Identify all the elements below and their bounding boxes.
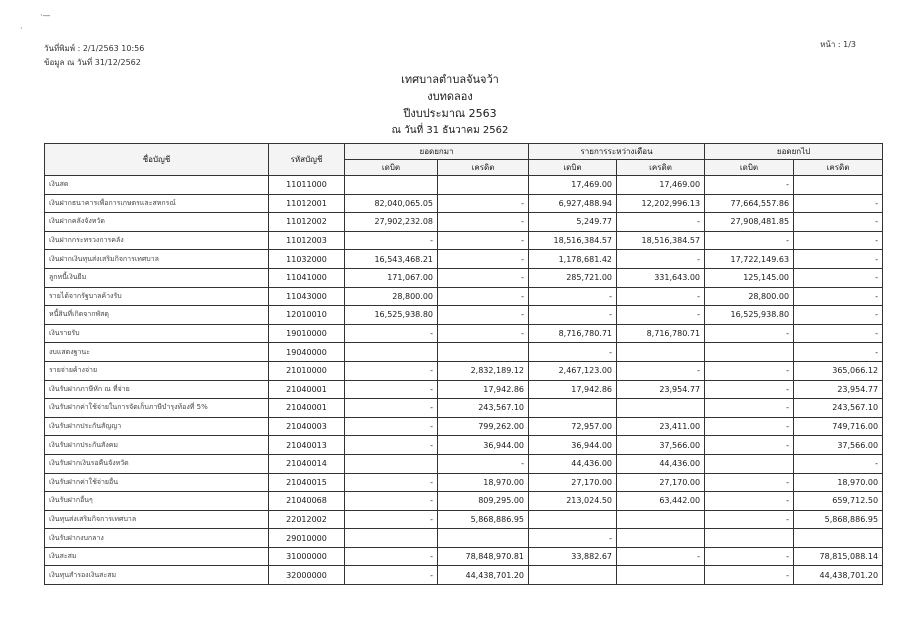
carried-out-debit-cell: - — [705, 399, 794, 418]
movement-credit-cell: 63,442.00 — [617, 492, 705, 511]
table-row — [45, 380, 883, 399]
account-code-cell: 21040015 — [269, 473, 345, 492]
header-account-code: รหัสบัญชี — [269, 144, 345, 176]
movement-debit-cell: 17,469.00 — [529, 176, 617, 195]
carried-out-credit-cell: - — [794, 324, 883, 343]
account-name-cell: เงินฝากเงินทุนส่งเสริมกิจการเทศบาล — [45, 250, 269, 269]
movement-debit-cell: 27,170.00 — [529, 473, 617, 492]
movement-credit-cell — [617, 399, 705, 418]
carried-in-credit-cell: 36,944.00 — [438, 436, 529, 455]
carried-in-credit-cell — [438, 529, 529, 548]
account-code-cell: 21040001 — [269, 399, 345, 418]
account-code-cell: 31000000 — [269, 547, 345, 566]
carried-in-debit-cell: - — [345, 510, 438, 529]
carried-out-credit-cell: 243,567.10 — [794, 399, 883, 418]
header-credit: เครดิต — [438, 160, 529, 176]
carried-in-debit-cell: - — [345, 399, 438, 418]
carried-out-credit-cell: - — [794, 343, 883, 362]
movement-debit-cell: 18,516,384.57 — [529, 231, 617, 250]
carried-out-credit-cell: 18,970.00 — [794, 473, 883, 492]
movement-debit-cell: 2,467,123.00 — [529, 361, 617, 380]
account-code-cell: 21040013 — [269, 436, 345, 455]
account-name-cell: เงินรับฝากอื่นๆ — [45, 492, 269, 511]
carried-in-debit-cell: - — [345, 361, 438, 380]
header-movement: รายการระหว่างเดือน — [529, 144, 705, 160]
account-name-cell: รายจ่ายค้างจ่าย — [45, 361, 269, 380]
table-row — [45, 213, 883, 232]
table-row — [45, 492, 883, 511]
movement-debit-cell: 36,944.00 — [529, 436, 617, 455]
table-row — [45, 176, 883, 195]
carried-out-credit-cell: - — [794, 287, 883, 306]
carried-out-debit-cell: 16,525,938.80 — [705, 306, 794, 325]
carried-in-credit-cell: 17,942.86 — [438, 380, 529, 399]
account-name-cell: หนี้สินที่เกิดจากพัสดุ — [45, 306, 269, 325]
movement-debit-cell: - — [529, 529, 617, 548]
table-row — [45, 417, 883, 436]
carried-in-credit-cell: 5,868,886.95 — [438, 510, 529, 529]
carried-in-credit-cell: - — [438, 250, 529, 269]
carried-out-credit-cell: - — [794, 231, 883, 250]
printed-timestamp: วันที่พิมพ์ : 2/1/2563 10:56 — [44, 44, 145, 53]
table-row — [45, 324, 883, 343]
table-row — [45, 473, 883, 492]
carried-out-debit-cell: 27,908,481.85 — [705, 213, 794, 232]
movement-credit-cell: - — [617, 250, 705, 269]
carried-in-credit-cell: - — [438, 287, 529, 306]
carried-in-credit-cell: - — [438, 306, 529, 325]
carried-out-debit-cell: - — [705, 176, 794, 195]
carried-out-debit-cell: - — [705, 417, 794, 436]
carried-in-debit-cell: - — [345, 231, 438, 250]
carried-out-credit-cell — [794, 529, 883, 548]
table-row — [45, 399, 883, 418]
account-name-cell: เงินทุนส่งเสริมกิจการเทศบาล — [45, 510, 269, 529]
table-row — [45, 566, 883, 585]
fiscal-year: ปีงบประมาณ 2563 — [403, 107, 497, 120]
movement-debit-cell: 6,927,488.94 — [529, 194, 617, 213]
table-row — [45, 250, 883, 269]
header-carried-in: ยอดยกมา — [345, 144, 529, 160]
movement-credit-cell — [617, 510, 705, 529]
carried-in-debit-cell — [345, 343, 438, 362]
header-carried-out: ยอดยกไป — [705, 144, 883, 160]
carried-in-debit-cell — [345, 529, 438, 548]
movement-debit-cell — [529, 566, 617, 585]
carried-out-debit-cell: 77,664,557.86 — [705, 194, 794, 213]
carried-in-debit-cell: - — [345, 324, 438, 343]
account-name-cell: เงินรับฝากค่าใช้จ่ายอื่น — [45, 473, 269, 492]
carried-in-debit-cell: - — [345, 417, 438, 436]
header-account-name: ชื่อบัญชี — [45, 144, 269, 176]
header-debit: เดบิต — [705, 160, 794, 176]
account-name-cell: เงินรับฝากค่าใช้จ่ายในการจัดเก็บภาษีบำรุงท้องที่ 5% — [45, 399, 269, 418]
carried-out-debit-cell: - — [705, 324, 794, 343]
account-code-cell: 19010000 — [269, 324, 345, 343]
movement-credit-cell: 37,566.00 — [617, 436, 705, 455]
carried-out-credit-cell: - — [794, 306, 883, 325]
carried-out-debit-cell: - — [705, 510, 794, 529]
carried-in-debit-cell: - — [345, 566, 438, 585]
movement-credit-cell — [617, 343, 705, 362]
carried-in-credit-cell — [438, 343, 529, 362]
movement-credit-cell — [617, 566, 705, 585]
table-row — [45, 231, 883, 250]
movement-credit-cell: 17,469.00 — [617, 176, 705, 195]
movement-debit-cell: 72,957.00 — [529, 417, 617, 436]
movement-credit-cell: - — [617, 287, 705, 306]
movement-debit-cell: 8,716,780.71 — [529, 324, 617, 343]
account-code-cell: 11032000 — [269, 250, 345, 269]
movement-debit-cell: 1,178,681.42 — [529, 250, 617, 269]
table-row — [45, 306, 883, 325]
account-name-cell: เงินรับฝากเงินรอคืนจังหวัด — [45, 454, 269, 473]
account-code-cell: 11041000 — [269, 268, 345, 287]
movement-debit-cell: 17,942.86 — [529, 380, 617, 399]
carried-in-debit-cell: 171,067.00 — [345, 268, 438, 287]
movement-debit-cell: - — [529, 343, 617, 362]
account-name-cell: รายได้จากรัฐบาลค้างรับ — [45, 287, 269, 306]
movement-credit-cell: 12,202,996.13 — [617, 194, 705, 213]
table-row — [45, 547, 883, 566]
carried-out-debit-cell: 28,800.00 — [705, 287, 794, 306]
account-code-cell: 21040068 — [269, 492, 345, 511]
carried-out-credit-cell: - — [794, 213, 883, 232]
carried-in-credit-cell: 18,970.00 — [438, 473, 529, 492]
carried-in-debit-cell — [345, 454, 438, 473]
movement-credit-cell: 23,411.00 — [617, 417, 705, 436]
carried-in-debit-cell: - — [345, 547, 438, 566]
table-row — [45, 268, 883, 287]
movement-debit-cell: 33,882.67 — [529, 547, 617, 566]
carried-out-debit-cell: - — [705, 492, 794, 511]
movement-debit-cell: 285,721.00 — [529, 268, 617, 287]
account-code-cell: 32000000 — [269, 566, 345, 585]
header-debit: เดบิต — [345, 160, 438, 176]
carried-in-credit-cell: - — [438, 231, 529, 250]
movement-credit-cell: 44,436.00 — [617, 454, 705, 473]
carried-in-credit-cell: 2,832,189.12 — [438, 361, 529, 380]
carried-out-debit-cell: - — [705, 380, 794, 399]
account-name-cell: เงินรับฝากประกันสัญญา — [45, 417, 269, 436]
scan-mark: · — [20, 24, 23, 33]
movement-credit-cell: 23,954.77 — [617, 380, 705, 399]
account-code-cell: 11012001 — [269, 194, 345, 213]
carried-out-debit-cell: - — [705, 566, 794, 585]
movement-debit-cell: 44,436.00 — [529, 454, 617, 473]
carried-in-credit-cell — [438, 176, 529, 195]
carried-out-credit-cell: 365,066.12 — [794, 361, 883, 380]
account-code-cell: 22012002 — [269, 510, 345, 529]
account-code-cell: 12010010 — [269, 306, 345, 325]
carried-in-credit-cell: - — [438, 213, 529, 232]
account-code-cell: 21040001 — [269, 380, 345, 399]
account-code-cell: 11011000 — [269, 176, 345, 195]
carried-in-debit-cell: 16,525,938.80 — [345, 306, 438, 325]
header-credit: เครดิต — [617, 160, 705, 176]
carried-out-debit-cell: - — [705, 361, 794, 380]
carried-out-debit-cell: - — [705, 436, 794, 455]
scan-mark: ·— — [40, 11, 51, 20]
carried-out-credit-cell: - — [794, 454, 883, 473]
table-row — [45, 361, 883, 380]
carried-in-credit-cell: 243,567.10 — [438, 399, 529, 418]
account-name-cell: ลูกหนี้เงินยืม — [45, 268, 269, 287]
account-code-cell: 19040000 — [269, 343, 345, 362]
account-name-cell: เงินรายรับ — [45, 324, 269, 343]
account-name-cell: เงินรับฝากภาษีหัก ณ ที่จ่าย — [45, 380, 269, 399]
carried-out-credit-cell: - — [794, 250, 883, 269]
carried-out-credit-cell: 44,438,701.20 — [794, 566, 883, 585]
header-debit: เดบิต — [529, 160, 617, 176]
carried-out-credit-cell: 78,815,088.14 — [794, 547, 883, 566]
account-name-cell: งบแสดงฐานะ — [45, 343, 269, 362]
carried-out-debit-cell: - — [705, 231, 794, 250]
movement-debit-cell: 213,024.50 — [529, 492, 617, 511]
carried-in-debit-cell — [345, 176, 438, 195]
table-row — [45, 343, 883, 362]
carried-out-debit-cell — [705, 529, 794, 548]
carried-in-credit-cell: - — [438, 324, 529, 343]
account-name-cell: เงินฝากธนาคารเพื่อการเกษตรและสหกรณ์ — [45, 194, 269, 213]
movement-credit-cell: - — [617, 213, 705, 232]
table-row — [45, 454, 883, 473]
page-number: หน้า : 1/3 — [820, 40, 856, 49]
carried-in-debit-cell: 28,800.00 — [345, 287, 438, 306]
movement-credit-cell — [617, 529, 705, 548]
carried-in-credit-cell: 809,295.00 — [438, 492, 529, 511]
movement-credit-cell: - — [617, 361, 705, 380]
movement-credit-cell: 27,170.00 — [617, 473, 705, 492]
data-as-of-date: ข้อมูล ณ วันที่ 31/12/2562 — [44, 58, 141, 67]
account-code-cell: 21010000 — [269, 361, 345, 380]
table-row — [45, 529, 883, 548]
carried-out-credit-cell — [794, 176, 883, 195]
account-code-cell: 11012002 — [269, 213, 345, 232]
movement-debit-cell — [529, 510, 617, 529]
table-row — [45, 287, 883, 306]
account-name-cell: เงินทุนสำรองเงินสะสม — [45, 566, 269, 585]
carried-out-debit-cell: - — [705, 473, 794, 492]
account-name-cell: เงินสด — [45, 176, 269, 195]
movement-credit-cell: - — [617, 547, 705, 566]
trial-balance-table — [44, 143, 883, 585]
carried-in-debit-cell: 27,902,232.08 — [345, 213, 438, 232]
account-name-cell: เงินรับฝากประกันสังคม — [45, 436, 269, 455]
carried-in-credit-cell: - — [438, 454, 529, 473]
carried-out-credit-cell: 749,716.00 — [794, 417, 883, 436]
carried-out-credit-cell: 5,868,886.95 — [794, 510, 883, 529]
carried-out-credit-cell: - — [794, 194, 883, 213]
account-name-cell: เงินสะสม — [45, 547, 269, 566]
carried-out-credit-cell: - — [794, 268, 883, 287]
carried-out-debit-cell: 17,722,149.63 — [705, 250, 794, 269]
movement-credit-cell: 18,516,384.57 — [617, 231, 705, 250]
carried-in-credit-cell: - — [438, 194, 529, 213]
movement-debit-cell: 5,249.77 — [529, 213, 617, 232]
account-code-cell: 21040014 — [269, 454, 345, 473]
account-name-cell: เงินรับฝากงบกลาง — [45, 529, 269, 548]
carried-in-credit-cell: 44,438,701.20 — [438, 566, 529, 585]
carried-in-credit-cell: 78,848,970.81 — [438, 547, 529, 566]
account-code-cell: 21040003 — [269, 417, 345, 436]
carried-out-debit-cell — [705, 454, 794, 473]
carried-out-debit-cell: - — [705, 547, 794, 566]
movement-credit-cell: 8,716,780.71 — [617, 324, 705, 343]
carried-in-debit-cell: 82,040,065.05 — [345, 194, 438, 213]
carried-in-debit-cell: - — [345, 492, 438, 511]
report-date: ณ วันที่ 31 ธันวาคม 2562 — [391, 125, 509, 136]
table-row — [45, 194, 883, 213]
carried-out-debit-cell — [705, 343, 794, 362]
report-title: งบทดลอง — [427, 90, 473, 103]
account-code-cell: 11043000 — [269, 287, 345, 306]
carried-in-debit-cell: - — [345, 473, 438, 492]
movement-credit-cell: 331,643.00 — [617, 268, 705, 287]
table-row — [45, 510, 883, 529]
organization-title: เทศบาลตำบลจันจว้า — [401, 73, 499, 86]
movement-debit-cell: - — [529, 287, 617, 306]
account-code-cell: 29010000 — [269, 529, 345, 548]
carried-in-debit-cell: 16,543,468.21 — [345, 250, 438, 269]
carried-out-credit-cell: 23,954.77 — [794, 380, 883, 399]
carried-out-credit-cell: 37,566.00 — [794, 436, 883, 455]
movement-debit-cell: - — [529, 306, 617, 325]
carried-out-debit-cell: 125,145.00 — [705, 268, 794, 287]
carried-in-debit-cell: - — [345, 380, 438, 399]
table-row — [45, 436, 883, 455]
carried-in-credit-cell: - — [438, 268, 529, 287]
header-credit: เครดิต — [794, 160, 883, 176]
carried-out-credit-cell: 659,712.50 — [794, 492, 883, 511]
carried-in-credit-cell: 799,262.00 — [438, 417, 529, 436]
account-name-cell: เงินฝากคลังจังหวัด — [45, 213, 269, 232]
carried-in-debit-cell: - — [345, 436, 438, 455]
movement-debit-cell — [529, 399, 617, 418]
account-code-cell: 11012003 — [269, 231, 345, 250]
account-name-cell: เงินฝากกระทรวงการคลัง — [45, 231, 269, 250]
movement-credit-cell: - — [617, 306, 705, 325]
